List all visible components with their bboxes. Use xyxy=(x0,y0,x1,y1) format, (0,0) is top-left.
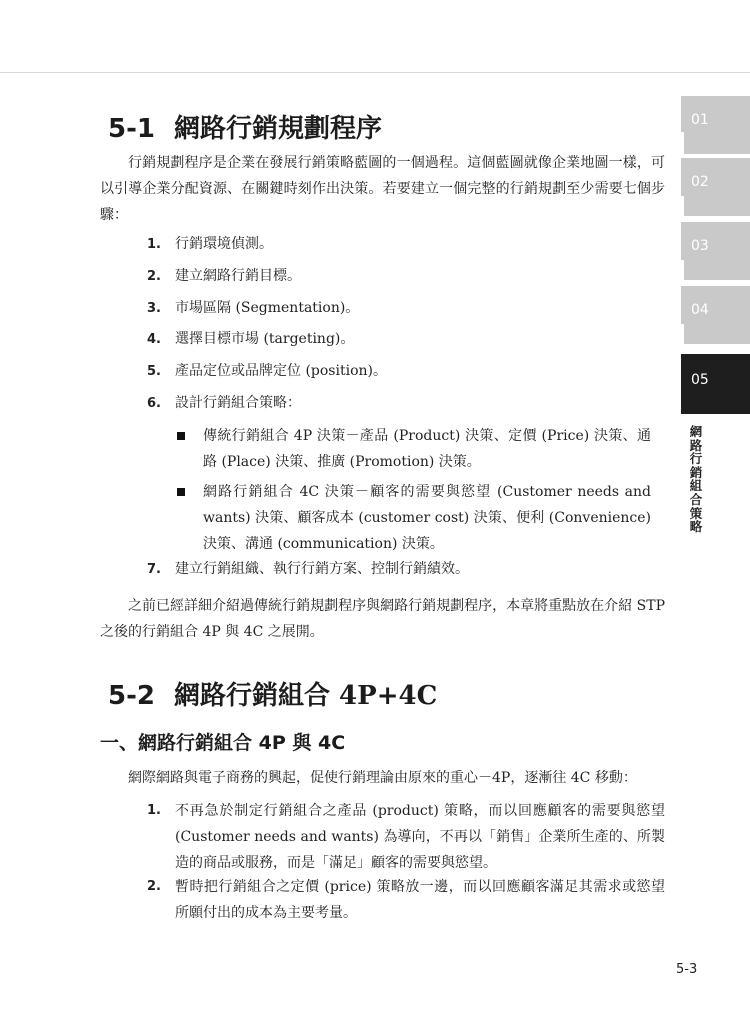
section-heading-5-2 xyxy=(108,675,437,712)
step-item xyxy=(147,556,469,583)
section-intro-paragraph: 網際網路與電子商務的興起，促使行銷理論由原來的重心－4P，逐漸往 4C 移動： xyxy=(128,770,637,786)
step-text: 選擇目標市場 (targeting)。 xyxy=(175,331,355,347)
square-bullet-icon xyxy=(177,488,185,496)
section-title: 網路行銷組合 4P+4C xyxy=(174,681,438,711)
point-text: 暫時把行銷組合之定價 (price) 策略放一邊，而以回應顧客滿足其需求或慾望所願付出的成本為主要考量。 xyxy=(175,879,665,921)
step-item xyxy=(147,295,359,322)
step-text: 建立網路行銷目標。 xyxy=(175,268,301,284)
chapter-tab-04[interactable]: 04 xyxy=(681,286,750,344)
tab-divider xyxy=(681,132,684,156)
chapter-tab-05[interactable]: 05 xyxy=(681,354,750,414)
chapter-vertical-title: 網路行銷組合策略 xyxy=(689,424,703,535)
point-item xyxy=(147,874,665,926)
chapter-tab-02[interactable]: 02 xyxy=(681,158,750,216)
bullet-item xyxy=(175,423,651,475)
header-rule xyxy=(0,72,750,73)
step-number: 2. xyxy=(147,269,161,284)
page-number: 5-3 xyxy=(676,962,698,977)
point-item xyxy=(147,798,665,876)
bullet-text: 傳統行銷組合 4P 決策－產品 (Product) 決策、定價 (Price) 決策、通路 (Place) 決策、推廣 (Promotion) 決策。 xyxy=(203,428,651,470)
point-number: 1. xyxy=(147,803,161,818)
step-text: 市場區隔 (Segmentation)。 xyxy=(175,300,360,316)
step-item xyxy=(147,390,301,417)
step-item xyxy=(147,231,273,258)
section-number: 5-2 xyxy=(108,681,155,711)
section-intro-paragraph: 行銷規劃程序是企業在發展行銷策略藍圖的一個過程。這個藍圖就像企業地圖一樣，可以引導企業分配資源、在關鍵時刻作出決策。若要建立一個完整的行銷規劃至少需要七個步驟： xyxy=(100,155,665,223)
step-number: 7. xyxy=(147,562,161,577)
section-heading-5-1 xyxy=(108,108,382,145)
point-text: 不再急於制定行銷組合之產品 (product) 策略，而以回應顧客的需要與慾望 (Customer needs and wants) 為導向，不再以「銷售」企業所生產的、所製造的商品或服務，而是「滿足」顧客的需要與慾望。 xyxy=(175,803,665,871)
tab-divider xyxy=(681,196,684,220)
point-number: 2. xyxy=(147,879,161,894)
subsection-heading: 一、網路行銷組合 4P 與 4C xyxy=(100,732,346,754)
chapter-tab-03[interactable]: 03 xyxy=(681,222,750,280)
section-number: 5-1 xyxy=(108,114,155,144)
tab-divider xyxy=(681,260,684,284)
step-number: 3. xyxy=(147,301,161,316)
step-item xyxy=(147,326,354,353)
step-text: 行銷環境偵測。 xyxy=(175,236,273,252)
step-number: 4. xyxy=(147,332,161,347)
step-number: 5. xyxy=(147,364,161,379)
step-number: 6. xyxy=(147,396,161,411)
bullet-item xyxy=(175,479,651,557)
bullet-text: 網路行銷組合 4C 決策－顧客的需要與慾望 (Customer needs and wants) 決策、顧客成本 (customer cost) 決策、便利 (Convenience) 決策、溝通 (communication) 決策。 xyxy=(203,484,651,552)
step-text: 產品定位或品牌定位 (position)。 xyxy=(175,363,387,379)
step-text: 建立行銷組織、執行行銷方案、控制行銷績效。 xyxy=(175,561,469,577)
step-item xyxy=(147,358,387,385)
chapter-tab-01[interactable]: 01 xyxy=(681,96,750,154)
square-bullet-icon xyxy=(177,432,185,440)
closing-paragraph: 之前已經詳細介紹過傳統行銷規劃程序與網路行銷規劃程序，本章將重點放在介紹 STP 之後的行銷組合 4P 與 4C 之展開。 xyxy=(100,598,665,640)
step-item xyxy=(147,263,301,290)
section-title: 網路行銷規劃程序 xyxy=(174,114,383,144)
step-text: 設計行銷組合策略： xyxy=(175,395,301,411)
tab-divider xyxy=(681,324,684,348)
step-number: 1. xyxy=(147,237,161,252)
